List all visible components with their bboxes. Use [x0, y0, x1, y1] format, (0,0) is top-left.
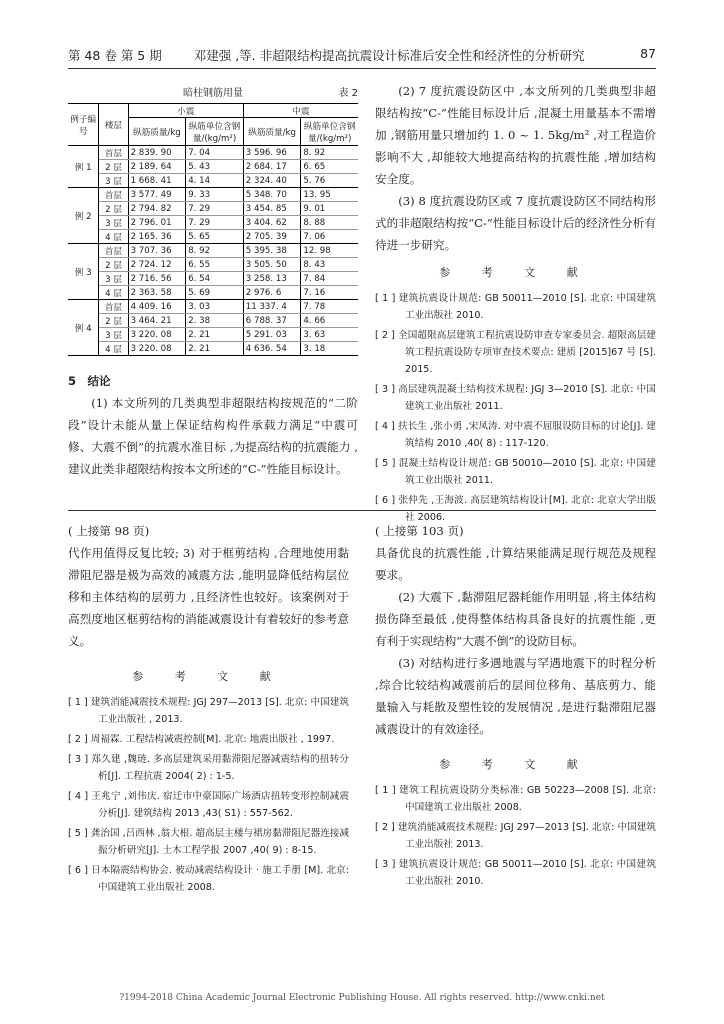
cell-example: 例 1 — [68, 146, 99, 188]
cell-b: 2. 21 — [186, 328, 244, 342]
references-title: 参 考 文 献 — [439, 266, 592, 279]
cell-c: 5 291. 03 — [243, 328, 301, 342]
reference-item: [ 5 ] 龚治国 ,吕西林 ,翁大根. 超高层主楼与裙房黏滞阻尼器连接减振分析研究[J]. 土木工程学报 2007 ,40( 9) : 8-15. — [68, 828, 349, 856]
cell-d: 7. 84 — [301, 272, 358, 286]
cell-d: 6. 65 — [301, 160, 358, 174]
bottom-left-text: 代作用值得反复比较; 3) 对于框剪结构 ,合理地使用黏滞阻尼器是极为高效的减震方法 ,能明显降低结构层位移和主体结构的层剪力 ,且经济性也较好。该案例对于高烈度地区框剪结构的消能减震设计有着较好的参考意义。 — [68, 546, 349, 648]
bottom-right-column — [375, 520, 656, 893]
reference-item: [ 3 ] 高层建筑混凝土结构技术规程: JGJ 3—2010 [S]. 北京: 中国建筑工业出版社 2011. — [375, 384, 656, 412]
cell-a: 3 220. 08 — [128, 328, 186, 342]
cell-d: 7. 78 — [301, 300, 358, 314]
cell-c: 5 395. 38 — [243, 244, 301, 258]
table-row — [68, 230, 358, 244]
header-rule — [68, 68, 656, 69]
journal-issue: 第 48 卷 第 5 期 — [68, 48, 162, 63]
reference-item: [ 1 ] 建筑消能减震技术规程: JGJ 297—2013 [S]. 北京: 中国建筑工业出版社 , 2013. — [68, 697, 349, 725]
cell-b: 5. 69 — [186, 286, 244, 300]
cell-d: 8. 43 — [301, 258, 358, 272]
cell-a: 2 724. 12 — [128, 258, 186, 272]
th-ratio-2: 纵筋单位含钢量/(kg/m²) — [301, 118, 358, 146]
cell-d: 13. 95 — [301, 188, 358, 202]
cell-floor: 首层 — [99, 300, 128, 314]
table-row — [68, 244, 358, 258]
cell-c: 3 596. 96 — [243, 146, 301, 160]
reference-item: [ 2 ] 建筑消能减震技术规程: JGJ 297—2013 [S]. 北京: 中国建筑工业出版社 2013. — [375, 822, 656, 850]
cell-d: 3. 18 — [301, 342, 358, 356]
table-row — [68, 216, 358, 230]
cell-c: 3 505. 50 — [243, 258, 301, 272]
table-caption: 暗柱钢筋用量 表 2 — [68, 84, 358, 99]
conclusion-3: (3) 8 度抗震设防区或 7 度抗震设防区不同结构形式的非超限结构按“C-”性能目标设计后的经济性分析有待进一步研究。 — [375, 194, 656, 252]
reference-item: [ 4 ] 王兆宁 ,刘伟庆. 宿迁市中豪国际广场酒店扭转变形控制减震分析[J]. 建筑结构 2013 ,43( S1) : 557-562. — [68, 791, 349, 819]
cell-floor: 2 层 — [99, 160, 128, 174]
cell-example: 例 4 — [68, 300, 99, 356]
cell-a: 2 794. 82 — [128, 202, 186, 216]
cell-d: 9. 01 — [301, 202, 358, 216]
page-number: 87 — [640, 46, 656, 61]
table-2-block — [68, 84, 358, 476]
references-title-3: 参 考 文 献 — [439, 758, 592, 771]
cell-d: 7. 16 — [301, 286, 358, 300]
cell-b: 6. 55 — [186, 258, 244, 272]
section-rule — [68, 510, 656, 511]
cell-c: 6 788. 37 — [243, 314, 301, 328]
table-row — [68, 146, 358, 160]
cell-floor: 首层 — [99, 188, 128, 202]
continued-note-2: ( 上接第 103 页) — [375, 524, 464, 538]
cell-c: 3 258. 13 — [243, 272, 301, 286]
cell-b: 7. 29 — [186, 202, 244, 216]
cell-floor: 3 层 — [99, 216, 128, 230]
section-5 — [68, 370, 358, 480]
cell-a: 3 707. 36 — [128, 244, 186, 258]
cell-a: 3 220. 08 — [128, 342, 186, 356]
cell-c: 3 454. 85 — [243, 202, 301, 216]
cell-b: 7. 04 — [186, 146, 244, 160]
cell-floor: 3 层 — [99, 272, 128, 286]
reference-item: [ 2 ] 周福霖. 工程结构减震控制[M]. 北京: 地震出版社 , 1997. — [68, 734, 335, 745]
reference-item: [ 4 ] 扶长生 ,张小勇 ,宋凤涛. 对中震不屈服设防目标的讨论[J]. 建筑结构 2010 ,40( 8) : 117-120. — [375, 421, 656, 449]
cell-example: 例 2 — [68, 188, 99, 244]
th-mass-2: 纵筋质量/kg — [243, 118, 301, 146]
th-medium: 中震 — [243, 104, 358, 118]
cell-a: 3 577. 49 — [128, 188, 186, 202]
cell-b: 5. 65 — [186, 230, 244, 244]
top-right-column — [375, 80, 656, 529]
article-title: 邓建强 ,等. 非超限结构提高抗震设计标准后安全性和经济性的分析研究 — [193, 48, 585, 63]
cell-example: 例 3 — [68, 244, 99, 300]
cell-floor: 2 层 — [99, 314, 128, 328]
conclusion-2: (2) 7 度抗震设防区中 ,本文所列的几类典型非超限结构按“C-”性能目标设计后 ,混凝土用量基本不需增加 ,钢筋用量只增加约 1. 0 ~ 1. 5kg/m² ,对工程造价影响不大 ,却能较大地提高结构的抗震性能 ,增加结构安全度。 — [375, 84, 656, 186]
cell-floor: 首层 — [99, 146, 128, 160]
cell-a: 2 839. 90 — [128, 146, 186, 160]
bottom-right-p3: (3) 对结构进行多遇地震与罕遇地震下的时程分析 ,综合比较结构减震前后的层间位移角、基底剪力、能量输入与耗散及塑性铰的发展情况 ,是进行黏滞阻尼器减震设计的有效途径。 — [375, 656, 656, 736]
cell-c: 2 324. 40 — [243, 174, 301, 188]
cell-d: 7. 06 — [301, 230, 358, 244]
cell-floor: 4 层 — [99, 286, 128, 300]
table-row — [68, 300, 358, 314]
reference-item: [ 3 ] 郑久建 ,魏琏. 多高层建筑采用黏滞阻尼器减震结构的扭转分析[J]. 工程抗震 2004( 2) : 1-5. — [68, 754, 349, 782]
cell-c: 3 404. 62 — [243, 216, 301, 230]
cell-c: 11 337. 4 — [243, 300, 301, 314]
cell-floor: 3 层 — [99, 174, 128, 188]
table-row — [68, 314, 358, 328]
table-row — [68, 174, 358, 188]
reference-item: [ 1 ] 建筑工程抗震设防分类标准: GB 50223—2008 [S]. 北京: 中国建筑工业出版社 2008. — [375, 785, 656, 813]
cell-b: 6. 54 — [186, 272, 244, 286]
steel-table — [68, 103, 358, 356]
reference-item: [ 6 ] 张仲先 ,王海波. 高层建筑结构设计[M]. 北京: 北京大学出版社 2006. — [375, 495, 656, 523]
th-example: 例子编号 — [68, 104, 99, 146]
cell-b: 3. 03 — [186, 300, 244, 314]
cell-b: 7. 29 — [186, 216, 244, 230]
copyright-footer: ?1994-2018 China Academic Journal Electronic Publishing House. All rights reserved. http://www.cnki.net — [119, 993, 605, 1003]
cell-a: 3 464. 21 — [128, 314, 186, 328]
cell-floor: 4 层 — [99, 342, 128, 356]
reference-item: [ 2 ] 全国超限高层建筑工程抗震设防审查专家委员会. 超限高层建筑工程抗震设防专项审查技术要点: 建质 [2015]67 号 [S]. 2015. — [375, 330, 656, 375]
cell-a: 2 796. 01 — [128, 216, 186, 230]
table-row — [68, 286, 358, 300]
cell-a: 2 716. 56 — [128, 272, 186, 286]
th-mass: 纵筋质量/kg — [128, 118, 186, 146]
reference-item: [ 1 ] 建筑抗震设计规范: GB 50011—2010 [S]. 北京: 中国建筑工业出版社 2010. — [375, 293, 656, 321]
cell-floor: 2 层 — [99, 258, 128, 272]
cell-c: 2 976. 6 — [243, 286, 301, 300]
cell-a: 2 165. 36 — [128, 230, 186, 244]
references-list-2 — [68, 694, 349, 896]
cell-b: 5. 43 — [186, 160, 244, 174]
cell-b: 4. 14 — [186, 174, 244, 188]
cell-floor: 首层 — [99, 244, 128, 258]
table-row — [68, 202, 358, 216]
continued-note: ( 上接第 98 页) — [68, 524, 150, 538]
table-row — [68, 258, 358, 272]
cell-d: 4. 66 — [301, 314, 358, 328]
cell-floor: 3 层 — [99, 328, 128, 342]
section-heading: 5 结论 — [68, 374, 111, 388]
reference-item: [ 5 ] 混凝土结构设计规范: GB 50010—2010 [S]. 北京: 中国建筑工业出版社 2011. — [375, 458, 656, 486]
cell-c: 2 684. 17 — [243, 160, 301, 174]
cell-b: 2. 21 — [186, 342, 244, 356]
cell-d: 8. 88 — [301, 216, 358, 230]
reference-item: [ 3 ] 建筑抗震设计规范: GB 50011—2010 [S]. 北京: 中国建筑工业出版社 2010. — [375, 859, 656, 887]
bottom-right-p2: (2) 大震下 ,黏滞阻尼器耗能作用明显 ,将主体结构损伤降至最低 ,使得整体结构具备良好的抗震性能 ,更有利于实现结构“大震不倒”的设防目标。 — [375, 590, 656, 648]
cell-b: 2. 38 — [186, 314, 244, 328]
table-row — [68, 342, 358, 356]
th-ratio: 纵筋单位含钢量/(kg/m²) — [186, 118, 244, 146]
bottom-left-column — [68, 520, 349, 899]
conclusion-1: (1) 本文所列的几类典型非超限结构按规范的“二阶段”设计未能从量上保证结构构件承载力满足“中震可修、大震不倒”的抗震水准目标 ,为提高结构的抗震能力 ,建议此类非超限结构按本文所述的“C-”性能目标设计。 — [68, 396, 358, 476]
reference-item: [ 6 ] 日本隔震结构协会. 被动减震结构设计 · 施工手册 [M]. 北京: 中国建筑工业出版社 2008. — [68, 865, 349, 893]
references-list-3 — [375, 782, 656, 890]
table-row — [68, 328, 358, 342]
running-header — [68, 46, 656, 64]
table-number: 表 2 — [338, 88, 358, 99]
cell-d: 12. 98 — [301, 244, 358, 258]
cell-a: 2 189. 64 — [128, 160, 186, 174]
cell-floor: 2 层 — [99, 202, 128, 216]
cell-d: 8. 92 — [301, 146, 358, 160]
cell-floor: 4 层 — [99, 230, 128, 244]
cell-c: 4 636. 54 — [243, 342, 301, 356]
table-row — [68, 272, 358, 286]
cell-b: 8. 92 — [186, 244, 244, 258]
cell-c: 2 705. 39 — [243, 230, 301, 244]
th-floor: 楼层 — [99, 104, 128, 146]
cell-a: 1 668. 41 — [128, 174, 186, 188]
bottom-right-p1: 具备优良的抗震性能 ,计算结果能满足现行规范及规程要求。 — [375, 546, 656, 582]
references-list — [375, 290, 656, 526]
references-title-2: 参 考 文 献 — [132, 670, 285, 683]
cell-d: 5. 76 — [301, 174, 358, 188]
th-small: 小震 — [128, 104, 243, 118]
cell-a: 2 363. 58 — [128, 286, 186, 300]
table-row — [68, 188, 358, 202]
table-row — [68, 160, 358, 174]
cell-b: 9. 33 — [186, 188, 244, 202]
cell-a: 4 409. 16 — [128, 300, 186, 314]
cell-d: 3. 63 — [301, 328, 358, 342]
cell-c: 5 348. 70 — [243, 188, 301, 202]
